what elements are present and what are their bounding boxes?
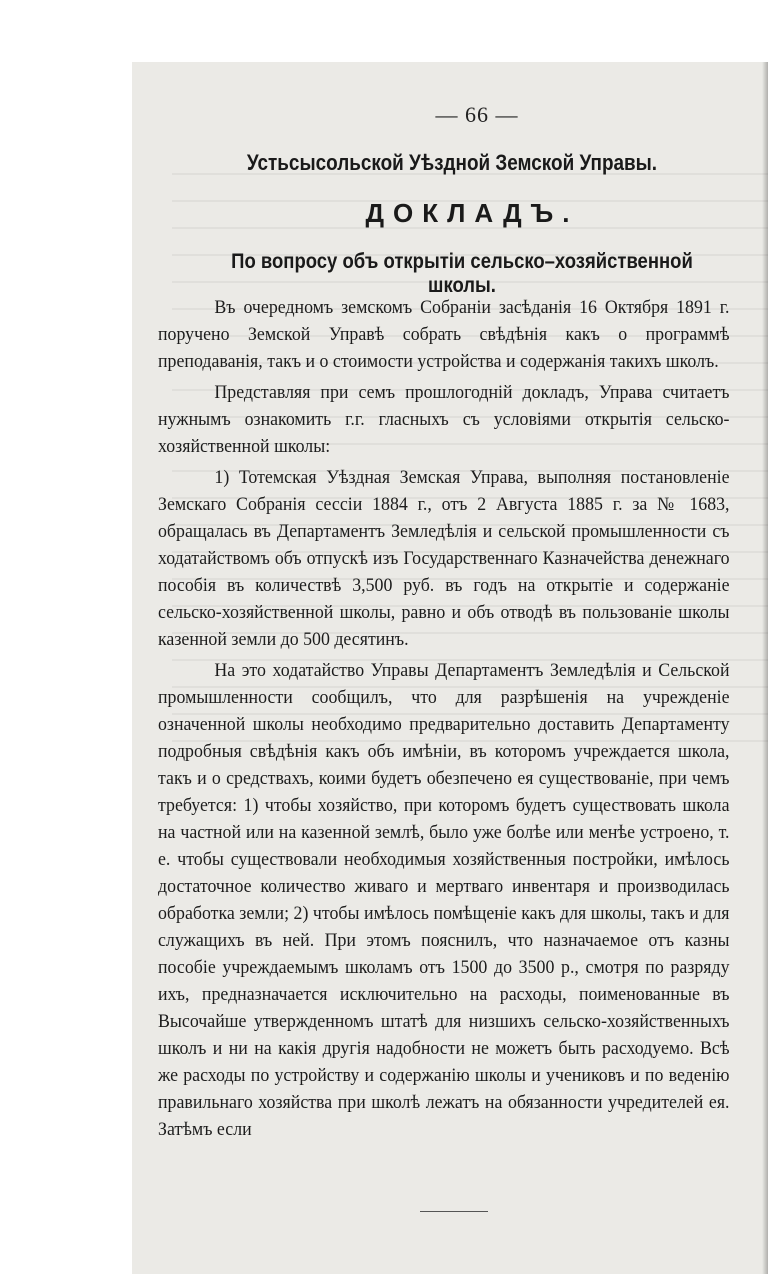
page-number: — 66 — <box>435 102 519 127</box>
page-edge-shadow <box>762 62 768 1274</box>
book-page <box>132 62 768 1274</box>
report-title: ДОКЛАДЪ. <box>365 198 579 228</box>
paragraph-1: Въ очередномъ земскомъ Собраніи засѣданія 16 Октября 1891 г. поручено Земской Управѣ собрать свѣдѣнія какъ о программѣ преподаванія, такъ и о стоимости устройства и содержанія такихъ школъ. <box>158 297 730 372</box>
footer-rule <box>420 1211 488 1212</box>
subject-heading: По вопросу объ открытіи сельско–хозяйственной школы. <box>231 250 693 297</box>
paragraph-2: Представляя при семъ прошлогодній докладъ, Управа считаетъ нужнымъ ознакомить г.г. гласныхъ съ условіями открытія сельско-хозяйственной школы: <box>158 382 730 457</box>
report-body <box>158 294 730 1143</box>
paragraph-3: 1) Тотемская Уѣздная Земская Управа, выполняя постановленіе Земскаго Собранія сессіи 1884 г., отъ 2 Августа 1885 г. за № 1683, обращалась въ Департаментъ Земледѣлія и сельской промышленности съ ходатайствомъ объ отпускѣ изъ Государственнаго Казначейства денежнаго пособія въ количествѣ 3,500 руб. въ годъ на открытіе и содержаніе сельско-хозяйственной школы, равно и объ отводѣ въ пользованіе школы казенной земли до 500 десятинъ. <box>158 467 730 650</box>
page-content <box>132 62 768 1274</box>
paragraph-4: На это ходатайство Управы Департаментъ Земледѣлія и Сельской промышленности сообщилъ, что для разрѣшенія на учрежденіе означенной школы необходимо предварительно доставить Департаменту подробныя свѣдѣнія какъ объ имѣніи, въ которомъ учреждается школа, такъ и о средствахъ, коими будетъ обезпечено ея существованіе, при чемъ требуется: 1) чтобы хозяйство, при которомъ будетъ существовать школа на частной или на казенной землѣ, было уже болѣе или менѣе устроено, т. е. чтобы существовали необходимыя хозяйственныя постройки, имѣлось достаточное количество живаго и мертваго инвентаря и производилась обработка земли; 2) чтобы имѣлось помѣщеніе какъ для школы, такъ и для служащихъ въ ней. При этомъ пояснилъ, что назначаемое отъ казны пособіе учреждаемымъ школамъ отъ 1500 до 3500 р., смотря по разряду ихъ, предназначается исключительно на расходы, поименованные въ Высочайше утвержденномъ штатѣ для низшихъ сельско-хозяйственныхъ школъ и ни на какія другія надобности не можетъ быть расходуемо. Всѣ же расходы по устройству и содержанію школы и учениковъ и по веденію правильнаго хозяйства при школѣ лежатъ на обязанности учредителей ея. Затѣмъ если <box>158 660 730 1140</box>
office-heading: Устьсысольской Уѣздной Земской Управы. <box>246 150 658 175</box>
